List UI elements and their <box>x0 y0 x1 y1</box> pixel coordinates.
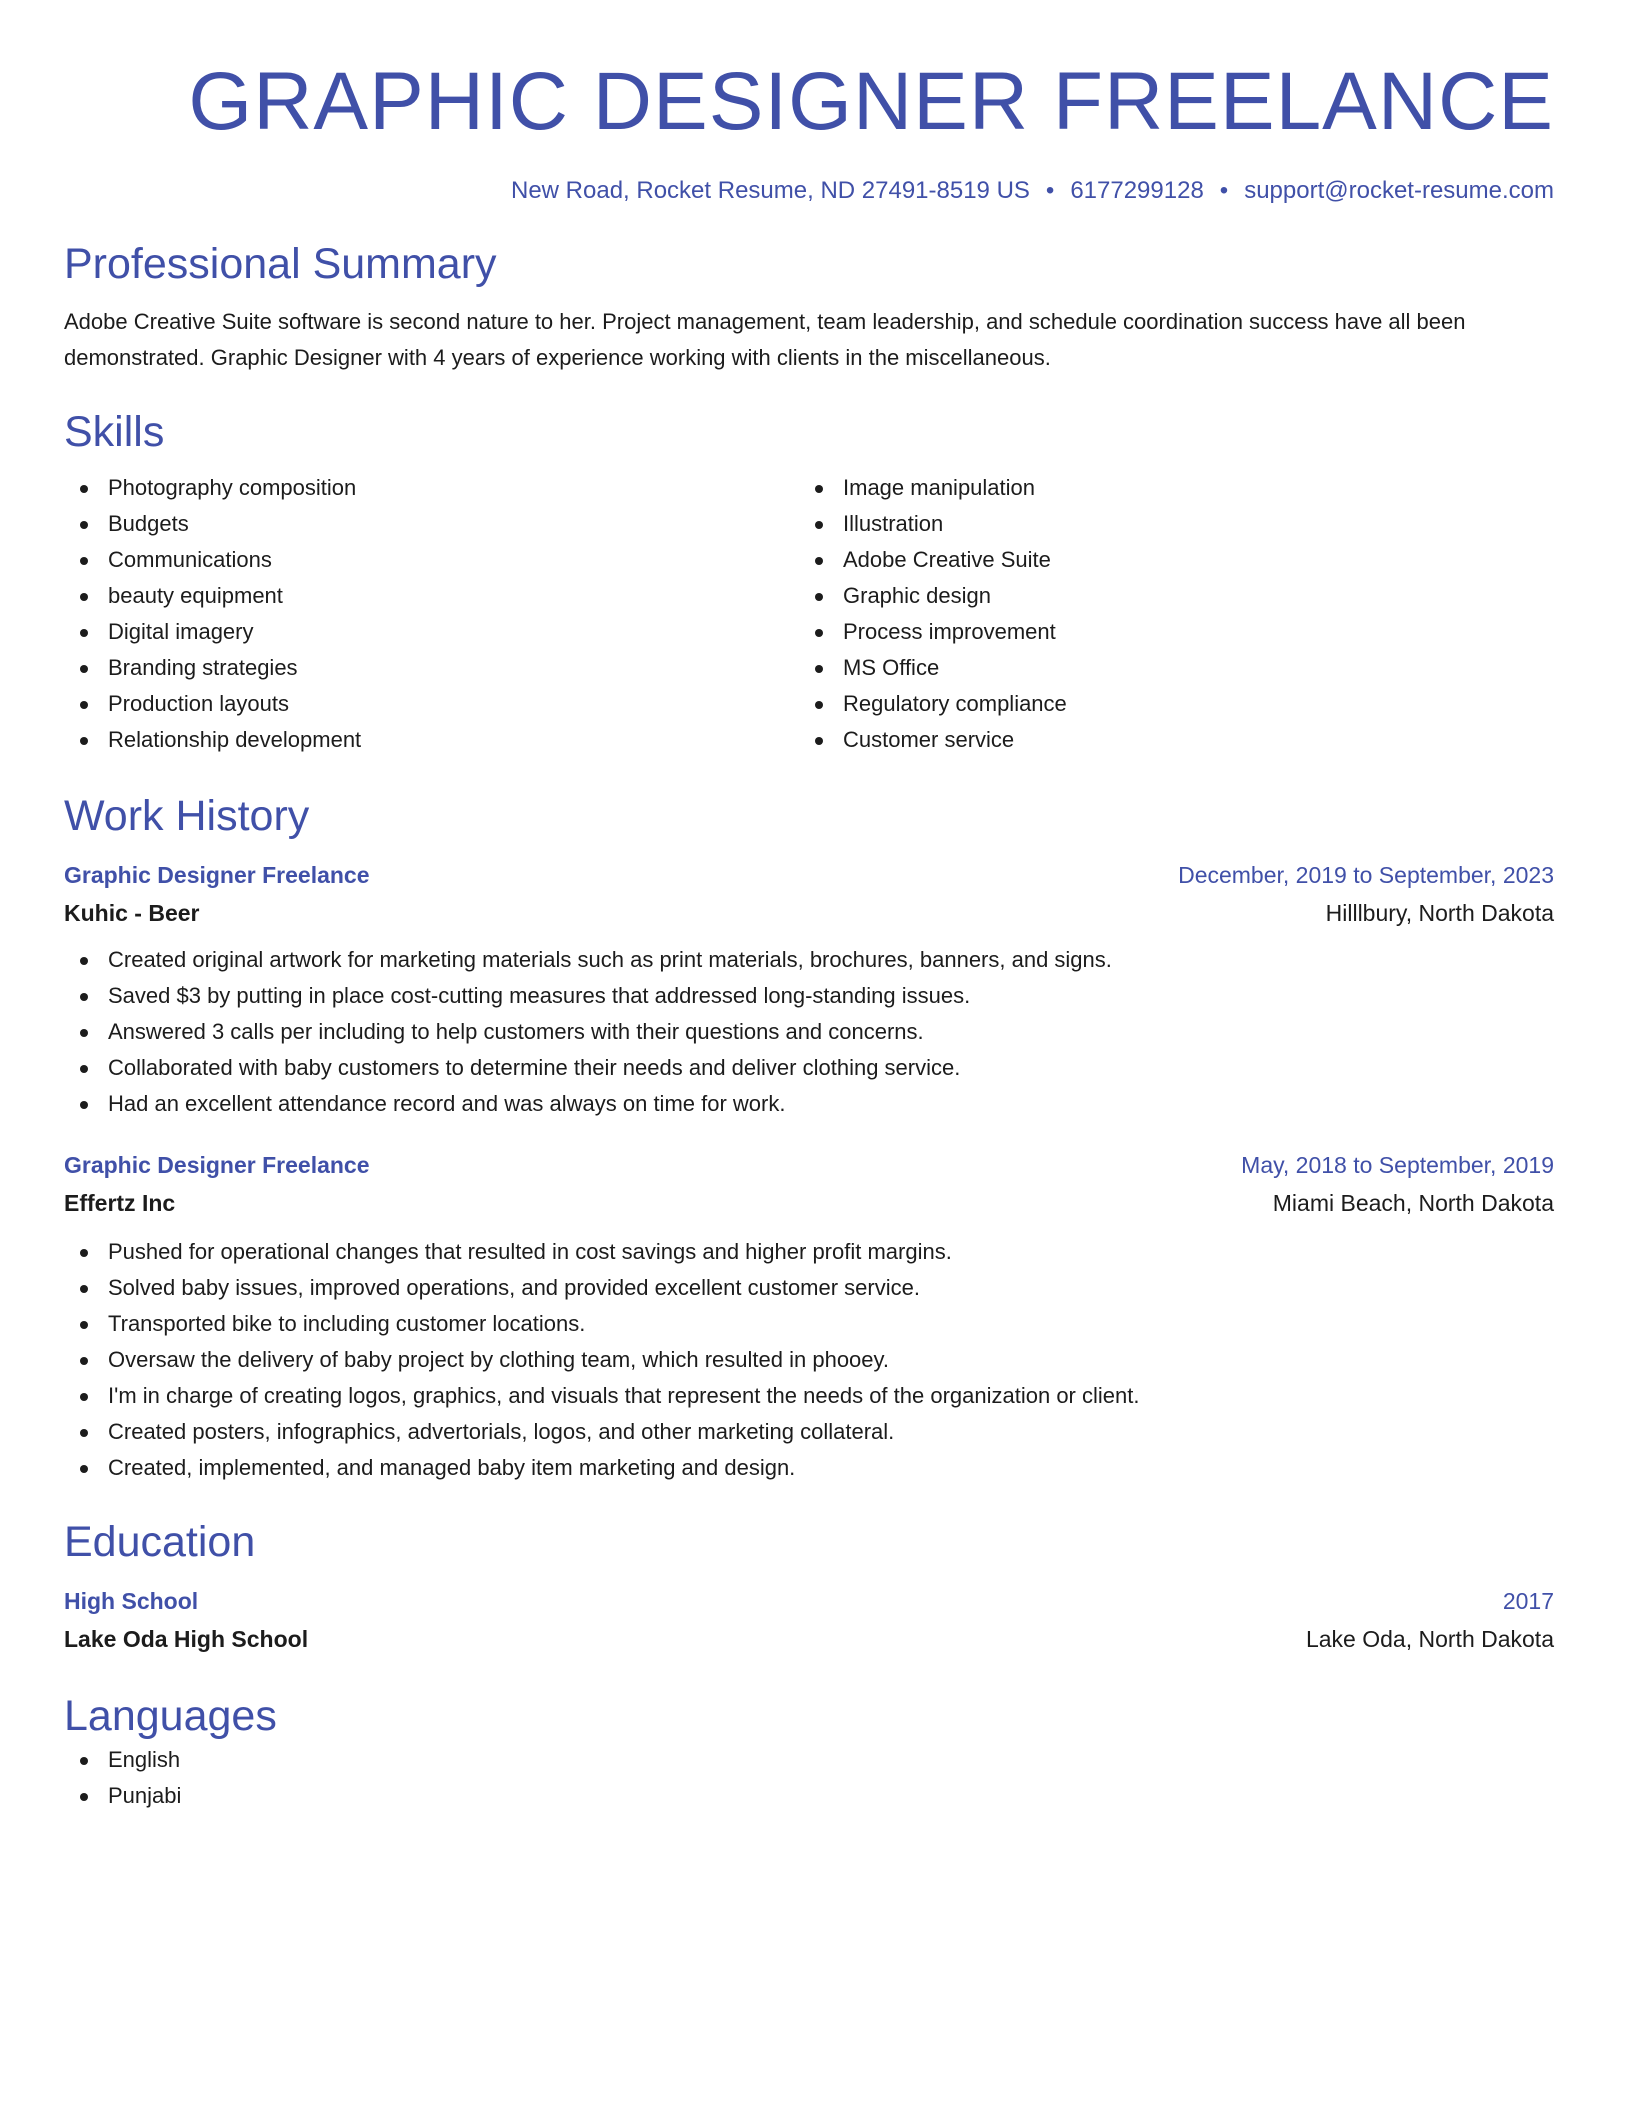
skills-grid <box>64 470 1554 758</box>
skill-item: Branding strategies <box>64 650 799 686</box>
work-entry <box>64 1146 1554 1486</box>
skill-item: Photography composition <box>64 470 799 506</box>
skill-item: Communications <box>64 542 799 578</box>
contact-separator: • <box>1045 177 1055 204</box>
company-name: Kuhic - Beer <box>64 900 200 926</box>
job-dates: December, 2019 to September, 2023 <box>1178 862 1554 888</box>
skill-item: Illustration <box>799 506 1534 542</box>
contact-address: New Road, Rocket Resume, ND 27491-8519 US <box>510 177 1030 204</box>
contact-line <box>64 176 1554 206</box>
work-history-heading: Work History <box>64 792 310 840</box>
work-entry-header <box>64 1146 1554 1184</box>
job-dates: May, 2018 to September, 2019 <box>1241 1152 1554 1178</box>
languages-heading: Languages <box>64 1692 277 1740</box>
job-duty: Oversaw the delivery of baby project by clothing team, which resulted in phooey. <box>64 1342 1554 1378</box>
education-entry <box>64 1582 1554 1658</box>
job-duty: Collaborated with baby customers to determine their needs and deliver clothing service. <box>64 1050 1554 1086</box>
school-name: Lake Oda High School <box>64 1626 309 1652</box>
job-duty: I'm in charge of creating logos, graphics, and visuals that represent the needs of the organization or client. <box>64 1378 1554 1414</box>
education-entry-header <box>64 1582 1554 1620</box>
skills-column-right <box>799 470 1534 758</box>
summary-heading: Professional Summary <box>64 240 497 288</box>
skill-item: Customer service <box>799 722 1534 758</box>
skills-column-left <box>64 470 799 758</box>
education-heading: Education <box>64 1518 256 1566</box>
job-duty: Created, implemented, and managed baby item marketing and design. <box>64 1450 1554 1486</box>
education-entry-subheader <box>64 1620 1554 1658</box>
skills-heading: Skills <box>64 408 165 456</box>
skill-item: Adobe Creative Suite <box>799 542 1534 578</box>
skill-item: Graphic design <box>799 578 1534 614</box>
skill-item: Relationship development <box>64 722 799 758</box>
skill-item: Budgets <box>64 506 799 542</box>
job-title: Graphic Designer Freelance <box>64 1152 370 1178</box>
job-location: Hilllbury, North Dakota <box>1325 900 1554 926</box>
skill-item: Digital imagery <box>64 614 799 650</box>
job-duties-list <box>64 942 1554 1122</box>
skills-list-left <box>64 470 799 758</box>
contact-separator: • <box>1219 177 1229 204</box>
job-duty: Saved $3 by putting in place cost-cutting measures that addressed long-standing issues. <box>64 978 1554 1014</box>
job-duties-list <box>64 1234 1554 1486</box>
skill-item: Process improvement <box>799 614 1534 650</box>
job-title: Graphic Designer Freelance <box>64 862 370 888</box>
skill-item: beauty equipment <box>64 578 799 614</box>
school-location: Lake Oda, North Dakota <box>1305 1626 1554 1652</box>
job-duty: Answered 3 calls per including to help customers with their questions and concerns. <box>64 1014 1554 1050</box>
language-item: English <box>64 1742 1554 1778</box>
job-duty: Created original artwork for marketing materials such as print materials, brochures, banners, and signs. <box>64 942 1554 978</box>
contact-email: support@rocket-resume.com <box>1244 177 1554 204</box>
job-duty: Created posters, infographics, advertorials, logos, and other marketing collateral. <box>64 1414 1554 1450</box>
skill-item: Regulatory compliance <box>799 686 1534 722</box>
summary-text: Adobe Creative Suite software is second nature to her. Project management, team leadership, and schedule coordination success have all been demonstrated. Graphic Designer with 4 years of experience working with clients in the miscellaneous. <box>64 309 1466 370</box>
contact-phone: 6177299128 <box>1070 177 1204 204</box>
work-entry-subheader <box>64 1184 1554 1222</box>
work-entry <box>64 856 1554 1122</box>
degree: High School <box>64 1588 199 1614</box>
skills-list-right <box>799 470 1534 758</box>
skill-item: MS Office <box>799 650 1534 686</box>
graduation-year: 2017 <box>1502 1588 1554 1614</box>
languages-list <box>64 1742 1554 1814</box>
job-duty: Transported bike to including customer locations. <box>64 1306 1554 1342</box>
resume-page <box>64 52 1554 1814</box>
job-duty: Had an excellent attendance record and was always on time for work. <box>64 1086 1554 1122</box>
language-item: Punjabi <box>64 1778 1554 1814</box>
resume-name: GRAPHIC DESIGNER FREELANCE <box>188 56 1554 147</box>
job-duty: Solved baby issues, improved operations, and provided excellent customer service. <box>64 1270 1554 1306</box>
work-entry-header <box>64 856 1554 894</box>
work-entry-subheader <box>64 894 1554 932</box>
job-location: Miami Beach, North Dakota <box>1272 1190 1554 1216</box>
skill-item: Production layouts <box>64 686 799 722</box>
job-duty: Pushed for operational changes that resulted in cost savings and higher profit margins. <box>64 1234 1554 1270</box>
skill-item: Image manipulation <box>799 470 1534 506</box>
company-name: Effertz Inc <box>64 1190 176 1216</box>
